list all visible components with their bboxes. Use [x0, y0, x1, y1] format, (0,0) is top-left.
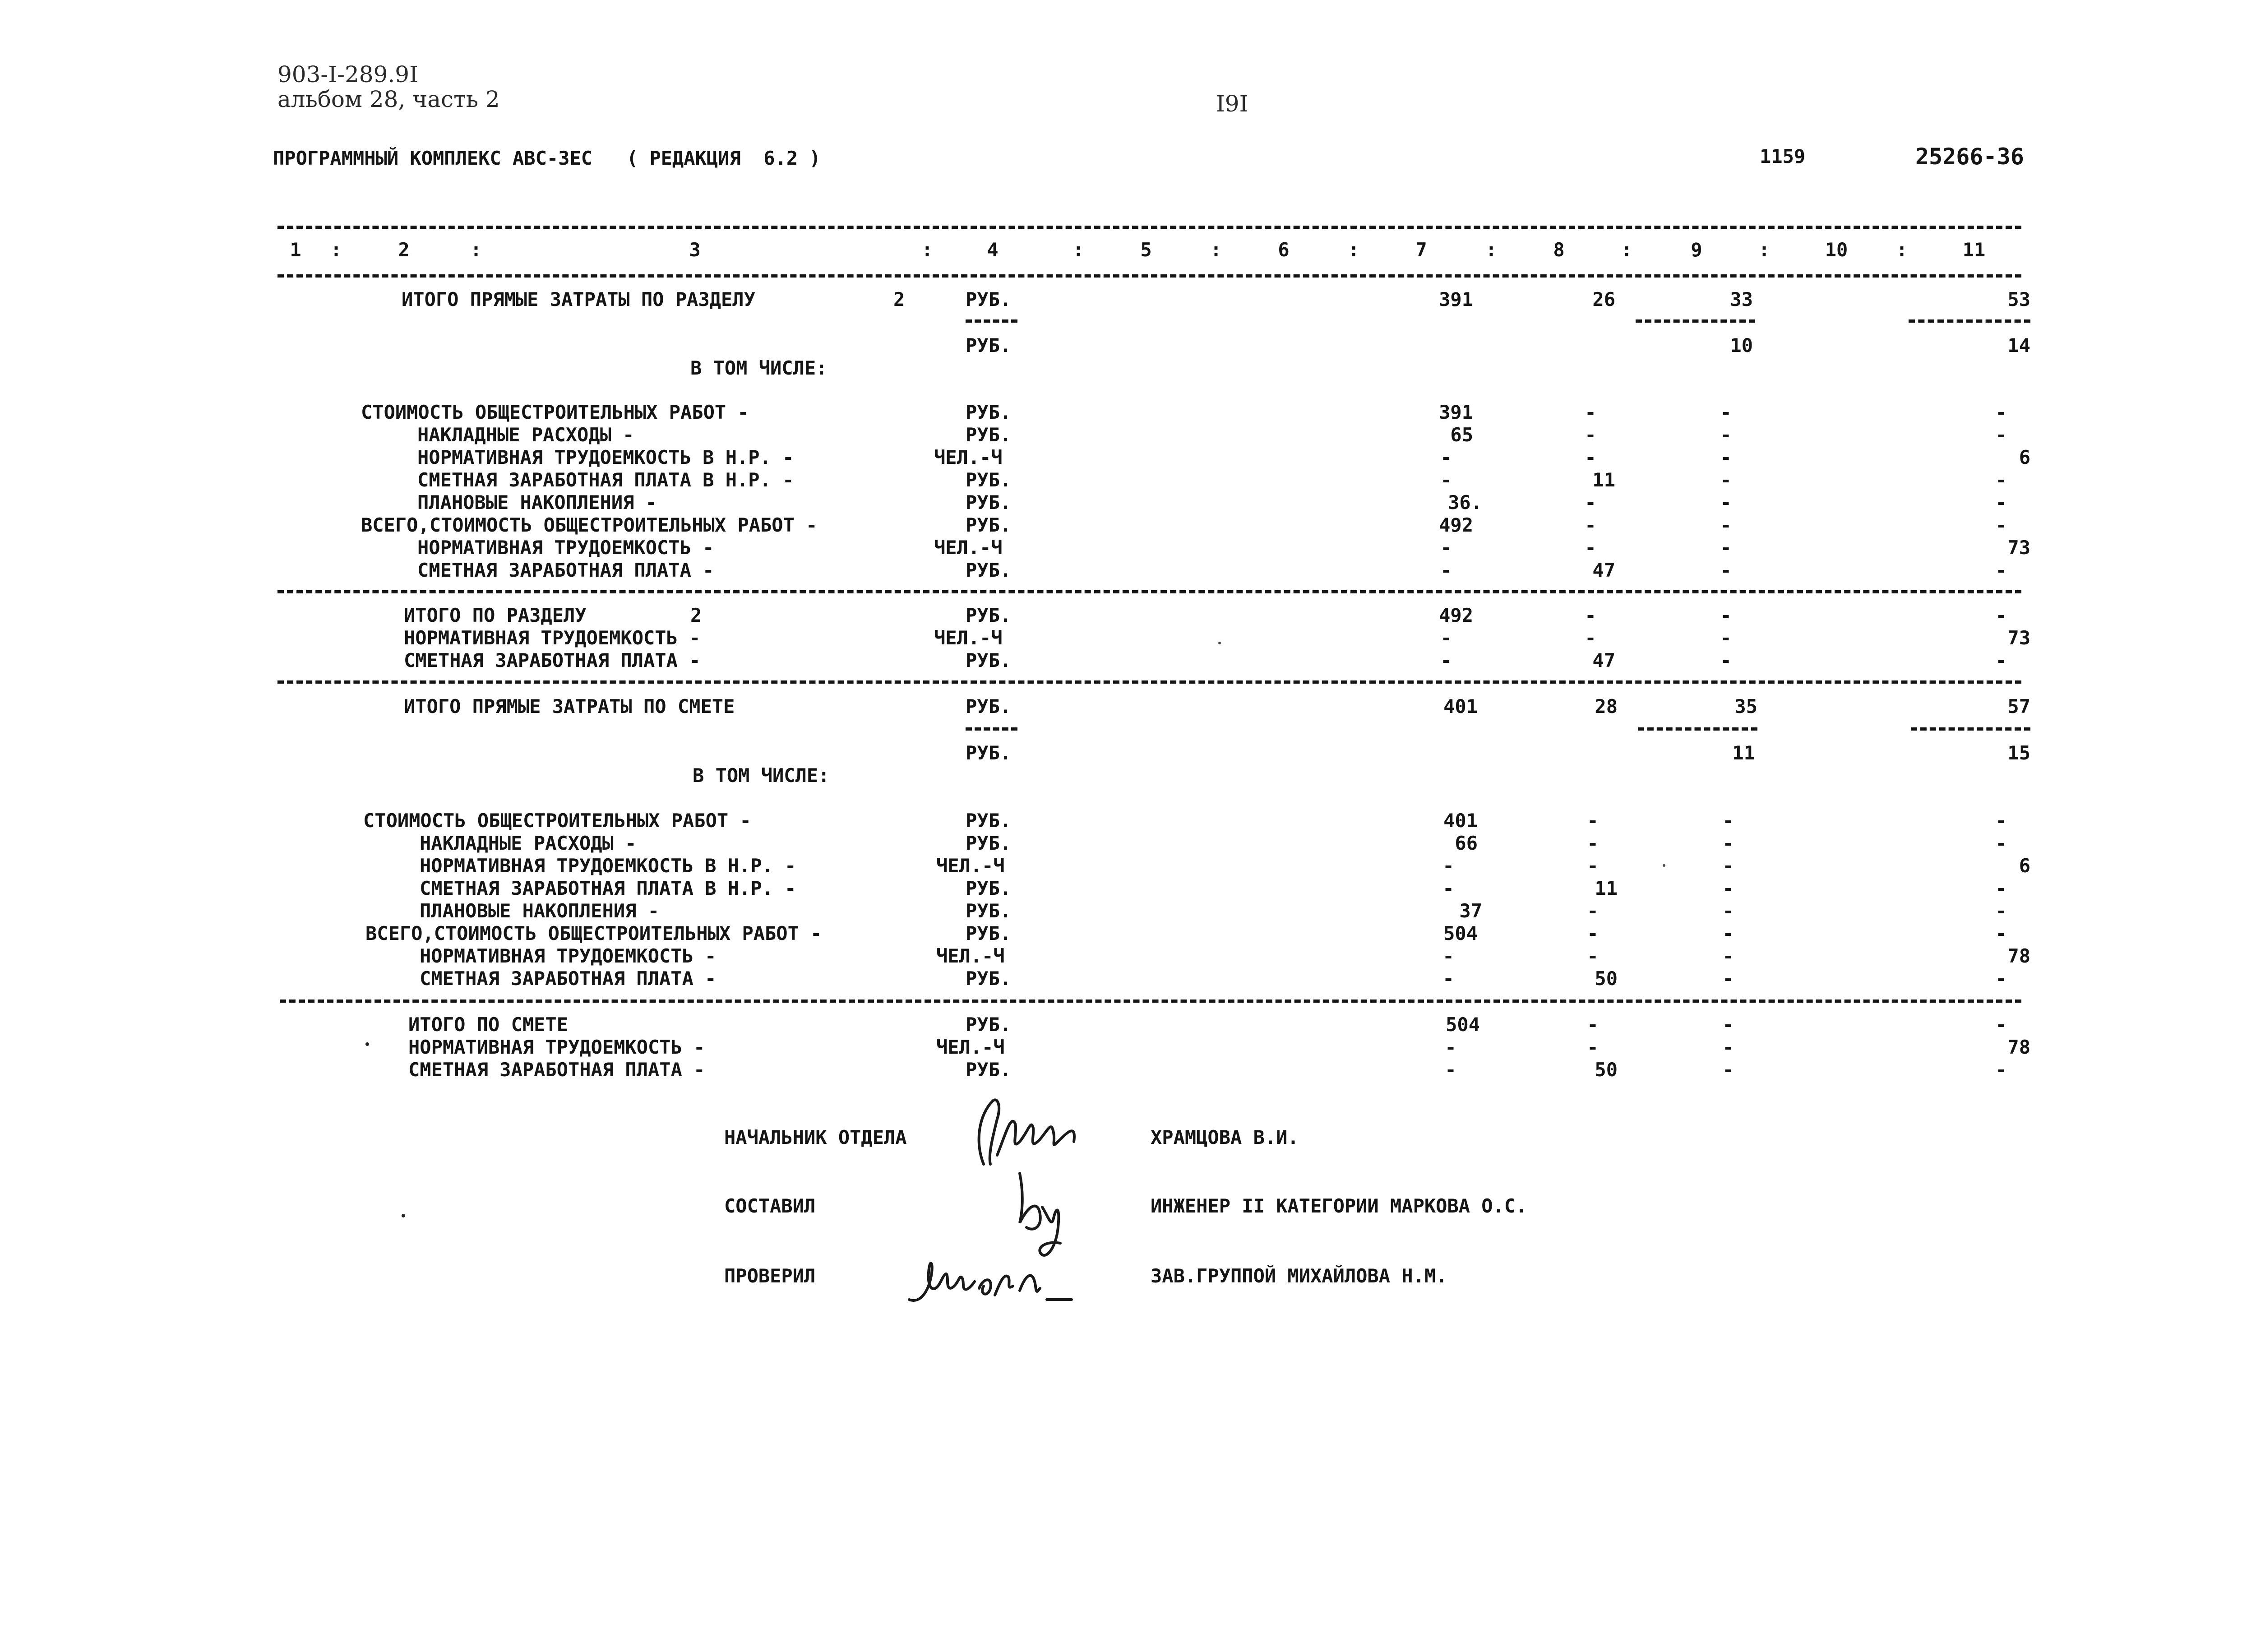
cell-col7: 36. — [1448, 491, 1482, 514]
cell-col7: 401 — [1443, 810, 1478, 832]
column-separator: : — [1485, 239, 1497, 261]
cell-col9: - — [1722, 877, 1734, 899]
column-number: 7 — [1415, 239, 1427, 261]
header-rule-bottom — [277, 274, 2021, 278]
unit: РУБ. — [966, 424, 1012, 446]
column-number: 3 — [689, 239, 701, 261]
unit: РУБ. — [966, 469, 1012, 491]
document-code: 903-I-289.9I — [277, 61, 418, 88]
archive-stamp: 25266-36 — [1915, 143, 2024, 170]
row-label: ИТОГО ПО РАЗДЕЛУ — [404, 604, 587, 626]
column-number: 9 — [1691, 239, 1702, 261]
cell-col9: - — [1720, 401, 1732, 423]
row-label: НОРМАТИВНАЯ ТРУДОЕМКОСТЬ - — [417, 537, 714, 559]
cell-col7: - — [1440, 469, 1452, 491]
cell-col11: - — [1995, 967, 2007, 990]
row-label: НАКЛАДНЫЕ РАСХОДЫ - — [417, 424, 634, 446]
row-label: ПЛАНОВЫЕ НАКОПЛЕНИЯ - — [417, 491, 657, 514]
cell-col9: 11 — [1732, 742, 1755, 764]
col9-underline — [1638, 727, 1757, 731]
cell-col11: - — [1995, 832, 2007, 854]
cell-col9: - — [1722, 945, 1734, 967]
cell-col9: - — [1720, 424, 1732, 446]
cell-col9: - — [1722, 922, 1734, 944]
cell-col9: - — [1720, 446, 1732, 468]
cell-col11: - — [1995, 491, 2007, 514]
cell-col7: 492 — [1439, 604, 1473, 626]
cell-col8: 50 — [1595, 1059, 1618, 1081]
col11-underline — [1911, 727, 2030, 731]
row-label: СТОИМОСТЬ ОБЩЕСТРОИТЕЛЬНЫХ РАБОТ - — [363, 810, 751, 832]
cell-col7: - — [1440, 446, 1452, 468]
row-label: ИТОГО ПО СМЕТЕ — [408, 1013, 569, 1036]
column-separator: : — [1621, 239, 1632, 261]
section-rule — [277, 680, 2021, 684]
cell-col11: - — [1995, 559, 2007, 581]
cell-col8: - — [1585, 446, 1596, 468]
column-separator: : — [1348, 239, 1359, 261]
column-number: 4 — [987, 239, 999, 261]
signature-name: ИНЖЕНЕР II КАТЕГОРИИ МАРКОВА О.С. — [1151, 1195, 1527, 1217]
cell-col9: 33 — [1730, 288, 1753, 310]
cell-col9: - — [1720, 604, 1732, 626]
col9-underline — [1636, 319, 1755, 323]
cell-col11: 14 — [2007, 334, 2030, 356]
cell-col8: - — [1585, 424, 1596, 446]
column-number: 5 — [1140, 239, 1152, 261]
cell-col8: 11 — [1592, 469, 1615, 491]
cell-col7: 504 — [1443, 922, 1478, 944]
section-rule — [280, 1000, 2021, 1003]
cell-col7: 37 — [1459, 900, 1482, 922]
cell-col8: 11 — [1595, 877, 1618, 899]
row-label: НОРМАТИВНАЯ ТРУДОЕМКОСТЬ - — [408, 1036, 705, 1058]
signature-name: ХРАМЦОВА В.И. — [1151, 1126, 1299, 1148]
cell-col9: 35 — [1734, 695, 1757, 717]
cell-col8: 26 — [1592, 288, 1615, 310]
header-rule-top — [277, 226, 2021, 229]
cell-col8: - — [1587, 922, 1599, 944]
unit: РУБ. — [966, 559, 1012, 581]
column-separator: : — [1896, 239, 1908, 261]
unit: РУБ. — [966, 900, 1012, 922]
cell-col7: - — [1442, 855, 1454, 877]
cell-col8: 50 — [1595, 967, 1618, 990]
cell-col11: - — [1995, 424, 2007, 446]
handwritten-signature — [966, 1087, 1083, 1173]
album-part: альбом 28, часть 2 — [277, 86, 500, 112]
column-number: 8 — [1553, 239, 1565, 261]
signature-name: ЗАВ.ГРУППОЙ МИХАЙЛОВА Н.М. — [1151, 1265, 1447, 1287]
section-rule — [277, 590, 2021, 593]
cell-col7: 66 — [1455, 832, 1478, 854]
cell-col7: 401 — [1443, 695, 1478, 717]
cell-col8: - — [1585, 627, 1596, 649]
column-separator: : — [470, 239, 482, 261]
col11-underline — [1909, 319, 2030, 323]
column-number: 6 — [1278, 239, 1290, 261]
including-heading: В ТОМ ЧИСЛЕ: — [693, 764, 830, 787]
row-label: СМЕТНАЯ ЗАРАБОТНАЯ ПЛАТА - — [408, 1059, 705, 1081]
row-label: ПЛАНОВЫЕ НАКОПЛЕНИЯ - — [420, 900, 660, 922]
cell-col11: 53 — [2007, 288, 2030, 310]
scan-speck — [1663, 864, 1665, 867]
cell-col11: - — [1995, 604, 2007, 626]
unit: РУБ. — [966, 922, 1012, 944]
cell-col9: - — [1722, 900, 1734, 922]
row-label: ВСЕГО,СТОИМОСТЬ ОБЩЕСТРОИТЕЛЬНЫХ РАБОТ - — [365, 922, 822, 944]
cell-col11: 15 — [2007, 742, 2030, 764]
cell-col8: - — [1585, 401, 1596, 423]
cell-col8: 47 — [1592, 559, 1615, 581]
cell-col11: - — [1995, 469, 2007, 491]
cell-col7: 391 — [1439, 288, 1473, 310]
unit-underline — [966, 727, 1017, 731]
unit: РУБ. — [966, 967, 1012, 990]
cell-col7: - — [1442, 877, 1454, 899]
listing-number: 1159 — [1760, 145, 1806, 167]
signature-role: СОСТАВИЛ — [724, 1195, 816, 1217]
cell-col11: - — [1995, 810, 2007, 832]
row-label: СМЕТНАЯ ЗАРАБОТНАЯ ПЛАТА В Н.Р. - — [420, 877, 796, 899]
including-heading: В ТОМ ЧИСЛЕ: — [690, 357, 828, 379]
column-number: 10 — [1825, 239, 1848, 261]
scan-speck — [365, 1042, 369, 1046]
cell-col9: - — [1722, 810, 1734, 832]
row-label: СТОИМОСТЬ ОБЩЕСТРОИТЕЛЬНЫХ РАБОТ - — [361, 401, 749, 423]
cell-col9: - — [1722, 967, 1734, 990]
column-separator: : — [1073, 239, 1084, 261]
cell-col9: - — [1720, 469, 1732, 491]
cell-col7: 504 — [1446, 1013, 1480, 1036]
row-label: СМЕТНАЯ ЗАРАБОТНАЯ ПЛАТА - — [417, 559, 714, 581]
unit: РУБ. — [966, 1059, 1012, 1081]
row-label: ВСЕГО,СТОИМОСТЬ ОБЩЕСТРОИТЕЛЬНЫХ РАБОТ - — [361, 514, 818, 536]
unit: РУБ. — [966, 832, 1012, 854]
row-label: НОРМАТИВНАЯ ТРУДОЕМКОСТЬ В Н.Р. - — [417, 446, 794, 468]
cell-col11: 73 — [2007, 627, 2030, 649]
row-label: СМЕТНАЯ ЗАРАБОТНАЯ ПЛАТА - — [404, 649, 701, 671]
cell-col9: - — [1722, 1059, 1734, 1081]
cell-col11: - — [1995, 900, 2007, 922]
column-separator: : — [1758, 239, 1770, 261]
unit: РУБ. — [966, 649, 1012, 671]
cell-col8: - — [1587, 1036, 1599, 1058]
cell-col9: - — [1720, 559, 1732, 581]
cell-col8: - — [1587, 900, 1599, 922]
cell-col7: - — [1442, 967, 1454, 990]
unit: РУБ. — [966, 1013, 1012, 1036]
cell-col8: - — [1587, 1013, 1599, 1036]
cell-col11: 73 — [2007, 537, 2030, 559]
cell-col7: 391 — [1439, 401, 1473, 423]
cell-col7: - — [1442, 945, 1454, 967]
column-separator: : — [330, 239, 342, 261]
unit: ЧЕЛ.-Ч — [934, 537, 1003, 559]
program-title: ПРОГРАММНЫЙ КОМПЛЕКС АВС-ЗЕС ( РЕДАКЦИЯ 6.2 ) — [273, 147, 821, 169]
cell-col11: - — [1995, 401, 2007, 423]
cell-col11: - — [1995, 514, 2007, 536]
cell-col9: - — [1722, 855, 1734, 877]
cell-col9: - — [1722, 1013, 1734, 1036]
cell-col11: - — [1995, 1059, 2007, 1081]
row-label: НОРМАТИВНАЯ ТРУДОЕМКОСТЬ В Н.Р. - — [420, 855, 796, 877]
unit: РУБ. — [966, 401, 1012, 423]
unit-underline — [966, 319, 1017, 323]
page-number: I9I — [1216, 91, 1248, 117]
column-separator: : — [1210, 239, 1222, 261]
cell-col7: - — [1440, 537, 1452, 559]
cell-col9: - — [1720, 491, 1732, 514]
row-label: ИТОГО ПРЯМЫЕ ЗАТРАТЫ ПО РАЗДЕЛУ — [402, 288, 755, 310]
cell-col11: - — [1995, 877, 2007, 899]
unit: РУБ. — [966, 877, 1012, 899]
unit: РУБ. — [966, 288, 1012, 310]
cell-col9: - — [1720, 537, 1732, 559]
cell-col8: - — [1585, 604, 1596, 626]
cell-col11: 6 — [2019, 855, 2030, 877]
cell-col9: - — [1720, 627, 1732, 649]
cell-col9: - — [1720, 649, 1732, 671]
cell-col9: - — [1720, 514, 1732, 536]
cell-col11: 6 — [2019, 446, 2030, 468]
cell-col8: 28 — [1595, 695, 1618, 717]
column-number: 2 — [398, 239, 410, 261]
cell-col7: - — [1440, 649, 1452, 671]
section-number: 2 — [893, 288, 905, 310]
column-separator: : — [921, 239, 933, 261]
unit: ЧЕЛ.-Ч — [936, 855, 1005, 877]
cell-col7: - — [1445, 1036, 1456, 1058]
column-number: 11 — [1962, 239, 1986, 261]
row-label: СМЕТНАЯ ЗАРАБОТНАЯ ПЛАТА В Н.Р. - — [417, 469, 794, 491]
cell-col8: - — [1585, 514, 1596, 536]
row-label: НОРМАТИВНАЯ ТРУДОЕМКОСТЬ - — [420, 945, 717, 967]
unit: РУБ. — [966, 604, 1012, 626]
row-label: ИТОГО ПРЯМЫЕ ЗАТРАТЫ ПО СМЕТЕ — [404, 695, 735, 717]
scan-speck — [1218, 642, 1221, 644]
cell-col7: - — [1440, 627, 1452, 649]
row-label: СМЕТНАЯ ЗАРАБОТНАЯ ПЛАТА - — [420, 967, 717, 990]
handwritten-signature — [902, 1245, 1074, 1309]
cell-col8: - — [1585, 491, 1596, 514]
section-number: 2 — [690, 604, 702, 626]
cell-col11: - — [1995, 649, 2007, 671]
cell-col11: 78 — [2007, 945, 2030, 967]
cell-col8: - — [1587, 945, 1599, 967]
signature-role: ПРОВЕРИЛ — [724, 1265, 816, 1287]
unit: РУБ. — [966, 334, 1012, 356]
scan-speck — [402, 1214, 405, 1217]
row-label: НАКЛАДНЫЕ РАСХОДЫ - — [420, 832, 637, 854]
cell-col9: - — [1722, 832, 1734, 854]
unit: РУБ. — [966, 514, 1012, 536]
cell-col8: - — [1585, 537, 1596, 559]
cell-col7: 492 — [1439, 514, 1473, 536]
cell-col11: 78 — [2007, 1036, 2030, 1058]
unit: РУБ. — [966, 695, 1012, 717]
cell-col8: - — [1587, 832, 1599, 854]
cell-col7: - — [1445, 1059, 1456, 1081]
unit: ЧЕЛ.-Ч — [936, 945, 1005, 967]
cell-col9: 10 — [1730, 334, 1753, 356]
unit: РУБ. — [966, 491, 1012, 514]
unit: РУБ. — [966, 810, 1012, 832]
row-label: НОРМАТИВНАЯ ТРУДОЕМКОСТЬ - — [404, 627, 701, 649]
unit: ЧЕЛ.-Ч — [934, 446, 1003, 468]
unit: ЧЕЛ.-Ч — [934, 627, 1003, 649]
cell-col7: - — [1440, 559, 1452, 581]
cell-col7: 65 — [1450, 424, 1473, 446]
unit: РУБ. — [966, 742, 1012, 764]
cell-col8: 47 — [1592, 649, 1615, 671]
cell-col9: - — [1722, 1036, 1734, 1058]
cell-col11: 57 — [2007, 695, 2030, 717]
unit: ЧЕЛ.-Ч — [936, 1036, 1005, 1058]
signature-role: НАЧАЛЬНИК ОТДЕЛА — [724, 1126, 907, 1148]
cell-col11: - — [1995, 1013, 2007, 1036]
column-number: 1 — [290, 239, 301, 261]
cell-col8: - — [1587, 855, 1599, 877]
cell-col11: - — [1995, 922, 2007, 944]
cell-col8: - — [1587, 810, 1599, 832]
